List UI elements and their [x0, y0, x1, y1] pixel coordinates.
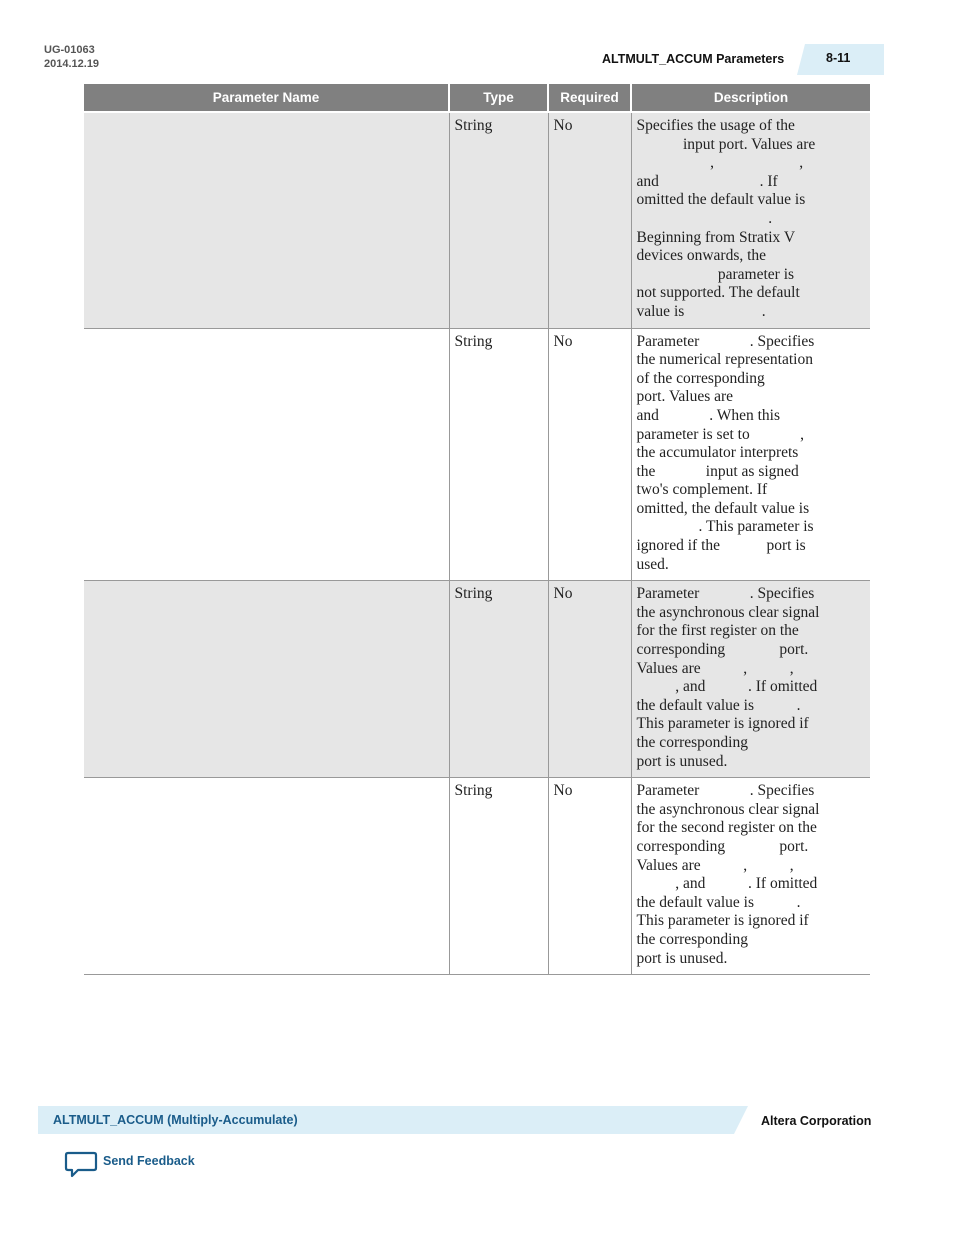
description-line: This parameter is ignored if: [636, 912, 809, 930]
description-line: used.: [636, 555, 669, 573]
speech-bubble-icon[interactable]: [64, 1150, 98, 1178]
table-row: [84, 112, 870, 328]
description-line: the corresponding: [636, 734, 748, 751]
table-row: [84, 778, 870, 975]
required-cell: No: [548, 581, 631, 778]
description-line: Parameter . Specifies: [636, 585, 815, 603]
description-cell: [631, 328, 870, 581]
column-header-type: Type: [449, 84, 548, 112]
description-line: not supported. The default: [636, 284, 800, 302]
description-line: . This parameter is: [636, 518, 814, 536]
description-line: Values are , ,: [636, 856, 794, 874]
description-line: port is unused.: [636, 949, 728, 967]
description-line: value is .: [636, 302, 766, 320]
description-line: input port. Values are: [636, 135, 816, 153]
description-line: for the second register on the: [636, 819, 817, 837]
description-cell: [631, 581, 870, 778]
type-cell: String: [449, 581, 548, 778]
description-line: , and . If omitted: [636, 875, 818, 893]
description-line: Specifies the usage of the: [636, 117, 795, 134]
description-line: corresponding port.: [636, 837, 809, 855]
description-line: Beginning from Stratix V: [636, 228, 796, 246]
send-feedback-link[interactable]: Send Feedback: [103, 1154, 195, 1168]
document-id: [44, 43, 99, 71]
parameter-name-cell: [84, 581, 449, 778]
description-line: two's complement. If: [636, 481, 768, 499]
column-header-parameter-name: Parameter Name: [84, 84, 449, 112]
column-header-required: Required: [548, 84, 631, 112]
description-line: This parameter is ignored if: [636, 715, 809, 733]
table-row: [84, 581, 870, 778]
description-line: the default value is .: [636, 893, 801, 911]
column-header-description: Description: [631, 84, 870, 112]
description-line: port. Values are: [636, 388, 734, 406]
required-cell: No: [548, 778, 631, 975]
footer-section-link[interactable]: ALTMULT_ACCUM (Multiply-Accumulate): [53, 1113, 298, 1127]
description-line: the default value is .: [636, 696, 801, 714]
type-cell: String: [449, 778, 548, 975]
parameters-table: [84, 84, 870, 975]
description-line: omitted the default value is: [636, 191, 806, 209]
description-line: Parameter . Specifies: [636, 782, 815, 800]
description-cell: [631, 112, 870, 328]
description-line: , ,: [636, 154, 804, 172]
description-line: the asynchronous clear signal: [636, 800, 820, 818]
description-line: and . When this: [636, 406, 781, 424]
description-line: Parameter . Specifies: [636, 332, 815, 350]
description-line: for the first register on the: [636, 622, 799, 640]
description-line: port is unused.: [636, 752, 728, 770]
parameter-name-cell: [84, 112, 449, 328]
description-line: and . If: [636, 172, 778, 190]
document-date: 2014.12.19: [44, 58, 100, 70]
description-line: the corresponding: [636, 930, 748, 948]
description-line: ignored if the port is: [636, 537, 806, 555]
document-number: UG-01063: [44, 44, 95, 56]
description-line: corresponding port.: [636, 641, 809, 659]
table-row: [84, 328, 870, 581]
description-line: omitted, the default value is: [636, 499, 810, 517]
type-cell: String: [449, 328, 548, 581]
description-line: the numerical representation: [636, 351, 813, 369]
description-line: parameter is set to ,: [636, 425, 804, 443]
description-line: parameter is: [636, 265, 795, 283]
description-line: of the corresponding: [636, 369, 765, 387]
description-line: the asynchronous clear signal: [636, 603, 820, 621]
description-line: Values are , ,: [636, 659, 794, 677]
section-title: ALTMULT_ACCUM Parameters: [602, 52, 785, 66]
description-line: , and . If omitted: [636, 678, 818, 696]
parameter-name-cell: [84, 328, 449, 581]
table-header-row: [84, 84, 870, 112]
description-line: .: [636, 209, 773, 227]
parameter-name-cell: [84, 778, 449, 975]
description-line: the input as signed: [636, 462, 799, 480]
footer-corporation: Altera Corporation: [761, 1114, 872, 1128]
description-line: the accumulator interprets: [636, 444, 799, 462]
required-cell: No: [548, 328, 631, 581]
type-cell: String: [449, 112, 548, 328]
description-cell: [631, 778, 870, 975]
page-number: 8-11: [826, 51, 851, 65]
description-line: devices onwards, the: [636, 247, 767, 265]
required-cell: No: [548, 112, 631, 328]
